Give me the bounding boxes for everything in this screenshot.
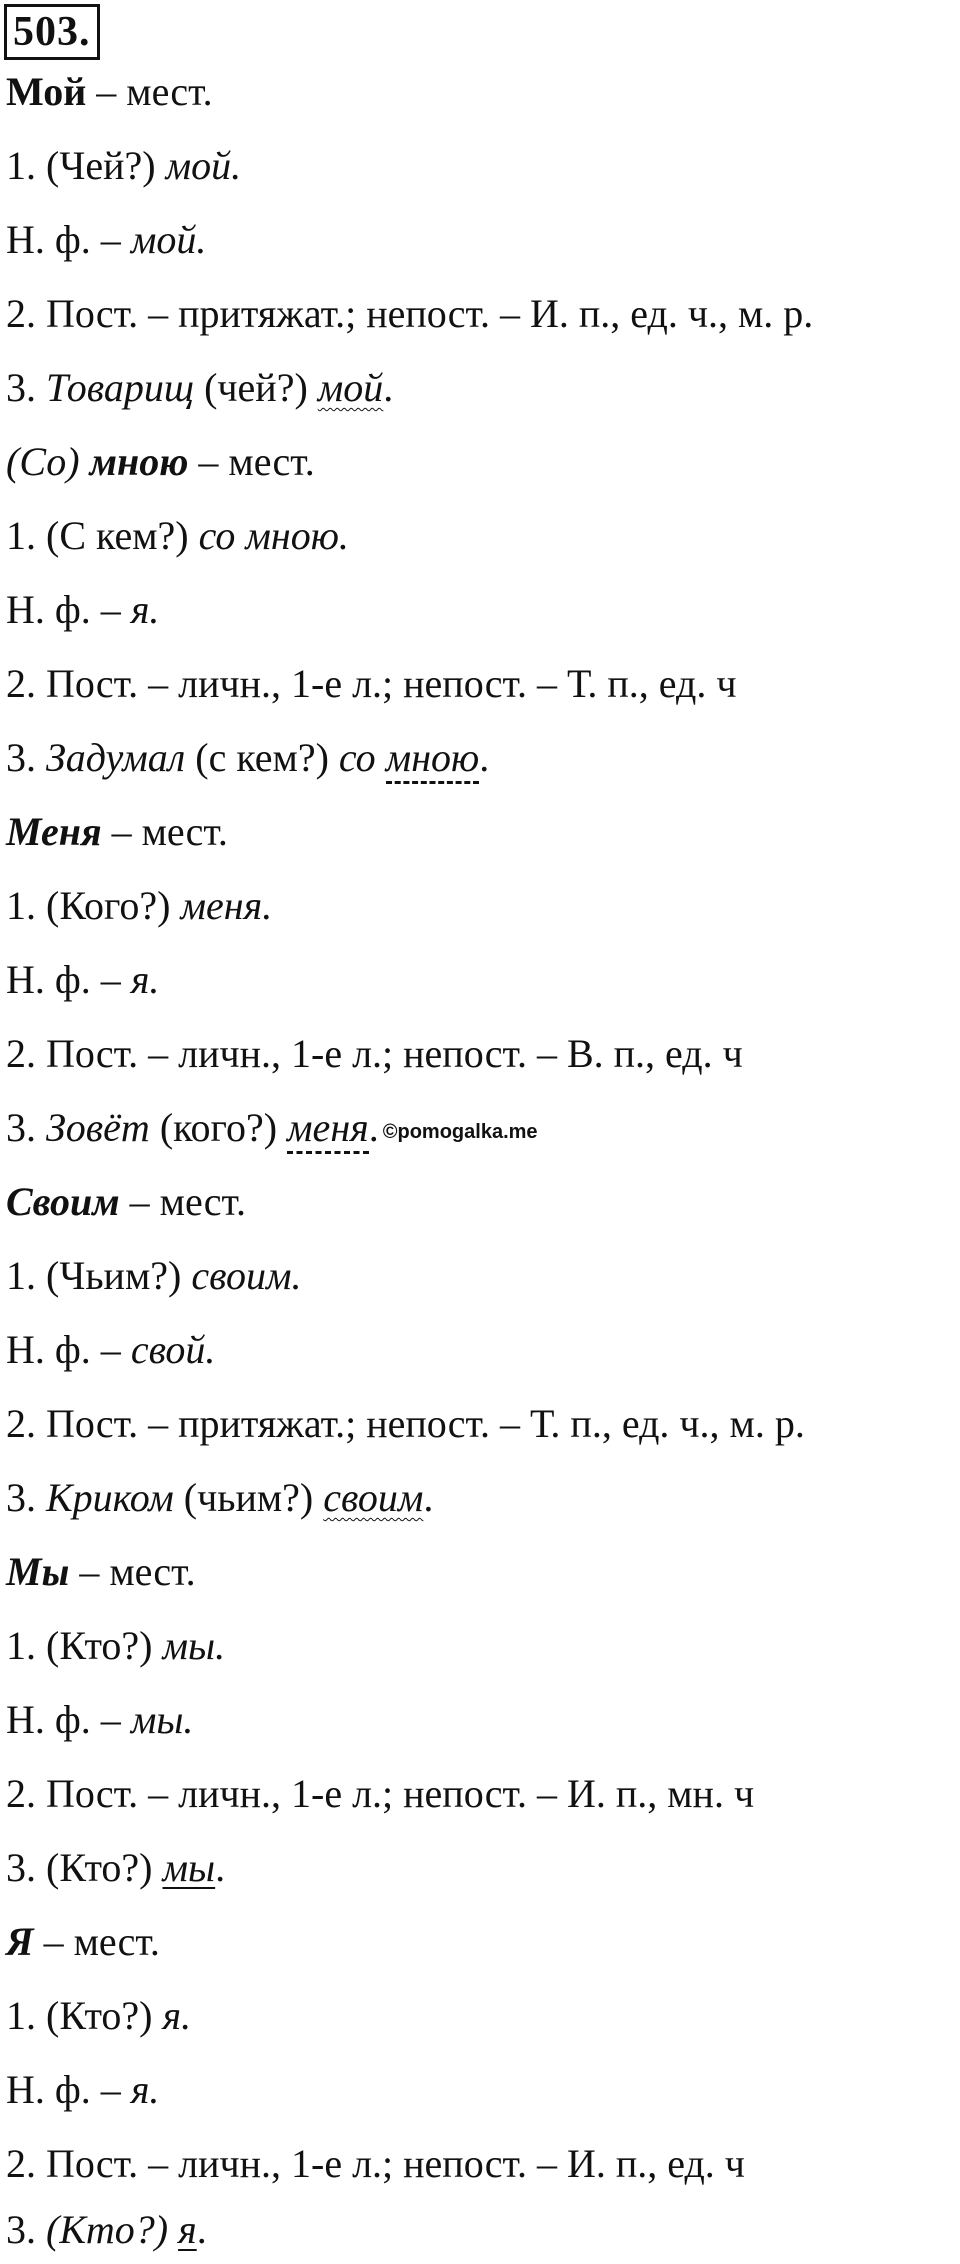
entry-initial-form xyxy=(6,1696,193,1744)
answer: меня. xyxy=(180,883,273,928)
answer: мой. xyxy=(165,143,242,188)
entry-initial-form xyxy=(6,1326,215,1374)
line-number: 1. xyxy=(6,1623,46,1668)
underlined-answer: мною xyxy=(386,735,480,784)
initial-form-label: Н. ф. – xyxy=(6,217,131,262)
line-number: 3. xyxy=(6,1105,46,1150)
preposition: со xyxy=(338,735,386,780)
line-number: 1. xyxy=(6,1253,46,1298)
entry-line-1 xyxy=(6,1622,225,1670)
question: (Кого?) xyxy=(46,883,181,928)
entry-line-3 xyxy=(6,734,489,782)
entry-line-3 xyxy=(6,1844,225,1892)
entry-word: Своим xyxy=(6,1179,120,1224)
question: (Кто?) xyxy=(46,1993,163,2038)
example-word: Криком xyxy=(46,1475,174,1520)
entry-heading xyxy=(6,68,213,116)
underlined-answer: меня xyxy=(287,1105,369,1154)
example-word: Зовёт xyxy=(46,1105,150,1150)
underlined-answer: своим xyxy=(323,1475,424,1520)
line-number: 3. xyxy=(6,1475,46,1520)
entry-initial-form xyxy=(6,2066,159,2114)
answer: я. xyxy=(162,1993,192,2038)
punctuation: . xyxy=(368,1105,379,1150)
line-number: 3. xyxy=(6,735,46,780)
entry-pos: – мест. xyxy=(188,439,315,484)
initial-form-value: я. xyxy=(130,2067,160,2112)
underlined-answer: мой xyxy=(317,365,384,410)
entry-heading xyxy=(6,1918,160,1966)
line-number: 3. xyxy=(6,365,46,410)
punctuation: . xyxy=(215,1845,226,1890)
entry-pos: – мест. xyxy=(69,1549,196,1594)
question: (кого?) xyxy=(149,1105,288,1150)
punctuation: . xyxy=(196,2207,207,2252)
entry-pos: – мест. xyxy=(86,69,213,114)
entry-line-3 xyxy=(6,364,393,412)
initial-form-value: я. xyxy=(130,587,160,632)
question: (Кто?) xyxy=(46,2207,179,2252)
exercise-number: 503. xyxy=(4,4,100,60)
entry-pos: – мест. xyxy=(101,809,228,854)
initial-form-label: Н. ф. – xyxy=(6,1327,131,1372)
entry-heading xyxy=(6,1548,196,1596)
entry-line-1 xyxy=(6,1992,191,2040)
entry-line-1 xyxy=(6,142,241,190)
entry-line-2: 2. Пост. – личн., 1-е л.; непост. – В. п., ед. ч xyxy=(6,1031,743,1076)
entry-word: Мы xyxy=(6,1549,70,1594)
entry-word: Мой xyxy=(6,69,87,114)
initial-form-value: я. xyxy=(130,957,160,1002)
line-number: 1. xyxy=(6,143,46,188)
punctuation: . xyxy=(479,735,490,780)
entry-heading xyxy=(6,438,315,486)
entry-word-prefix: (Со) xyxy=(6,439,90,484)
entry-line-2: 2. Пост. – притяжат.; непост. – Т. п., ед. ч., м. р. xyxy=(6,1401,805,1446)
initial-form-label: Н. ф. – xyxy=(6,1697,131,1742)
punctuation: . xyxy=(383,365,394,410)
initial-form-value: мы. xyxy=(130,1697,194,1742)
underlined-answer: мы xyxy=(162,1845,216,1890)
example-word: Товарищ xyxy=(46,365,195,410)
entry-initial-form xyxy=(6,956,159,1004)
initial-form-value: свой. xyxy=(130,1327,216,1372)
entry-line-1 xyxy=(6,1252,301,1300)
entry-word: Меня xyxy=(6,809,102,854)
question: (Чьим?) xyxy=(46,1253,192,1298)
initial-form-label: Н. ф. – xyxy=(6,587,131,632)
entry-word: Я xyxy=(6,1919,34,1964)
question: (чьим?) xyxy=(173,1475,324,1520)
entry-line-1 xyxy=(6,512,349,560)
entry-line-2: 2. Пост. – личн., 1-е л.; непост. – Т. п., ед. ч xyxy=(6,661,737,706)
question: (чей?) xyxy=(194,365,318,410)
entry-heading xyxy=(6,808,228,856)
line-number: 3. xyxy=(6,1845,46,1890)
answer: своим. xyxy=(191,1253,302,1298)
line-number: 1. xyxy=(6,513,46,558)
initial-form-label: Н. ф. – xyxy=(6,957,131,1002)
entry-line-3 xyxy=(6,2206,207,2254)
initial-form-label: Н. ф. – xyxy=(6,2067,131,2112)
underlined-answer: я xyxy=(178,2207,197,2252)
question: (С кем?) xyxy=(46,513,199,558)
answer: мы. xyxy=(162,1623,226,1668)
entry-pos: – мест. xyxy=(119,1179,246,1224)
line-number: 1. xyxy=(6,883,46,928)
entry-line-3 xyxy=(6,1474,433,1522)
entry-word: мною xyxy=(89,439,189,484)
question: (Кто?) xyxy=(46,1623,163,1668)
entry-initial-form xyxy=(6,586,159,634)
initial-form-value: мой. xyxy=(130,217,207,262)
question: (Чей?) xyxy=(46,143,166,188)
entry-line-3 xyxy=(6,1104,538,1156)
answer: со мною. xyxy=(198,513,349,558)
example-word: Задумал xyxy=(46,735,186,780)
line-number: 1. xyxy=(6,1993,46,2038)
entry-pos: – мест. xyxy=(33,1919,160,1964)
entry-initial-form xyxy=(6,216,206,264)
question: (Кто?) xyxy=(46,1845,163,1890)
entry-line-2: 2. Пост. – притяжат.; непост. – И. п., ед. ч., м. р. xyxy=(6,291,814,336)
entry-line-2: 2. Пост. – личн., 1-е л.; непост. – И. п., мн. ч xyxy=(6,1771,755,1816)
entry-heading xyxy=(6,1178,246,1226)
watermark: ©pomogalka.me xyxy=(382,1121,538,1143)
question: (с кем?) xyxy=(185,735,339,780)
punctuation: . xyxy=(423,1475,434,1520)
entry-line-2: 2. Пост. – личн., 1-е л.; непост. – И. п., ед. ч xyxy=(6,2141,745,2186)
line-number: 3. xyxy=(6,2207,46,2252)
entry-line-1 xyxy=(6,882,272,930)
